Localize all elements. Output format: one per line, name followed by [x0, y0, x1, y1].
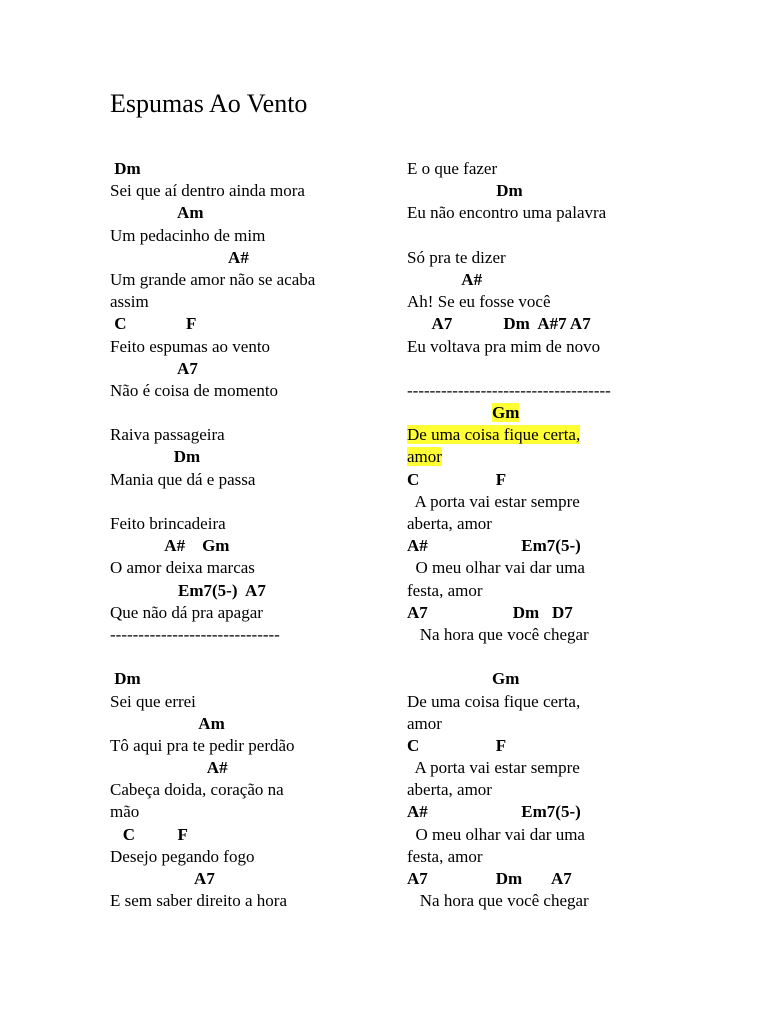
- lyric-line: De uma coisa fique certa,: [407, 691, 581, 711]
- chord-line: Dm: [110, 669, 141, 689]
- left-column: [110, 158, 400, 912]
- lyric-line: ------------------------------: [110, 624, 280, 644]
- chord-line: A7: [110, 869, 215, 888]
- chord-line: A7: [110, 358, 198, 378]
- highlighted-text: amor: [407, 447, 442, 467]
- chord-line: A#: [110, 758, 228, 778]
- lyric-line: amor: [407, 713, 442, 733]
- chord-line: Dm: [110, 447, 201, 467]
- highlighted-text: De uma coisa fique certa,: [407, 425, 581, 445]
- chord-line: C F: [407, 469, 507, 489]
- lyric-line: E sem saber direito a hora: [110, 891, 288, 911]
- highlighted-text: Gm: [492, 403, 520, 423]
- blank-line: [407, 225, 667, 247]
- blank-line: [407, 646, 667, 668]
- lyric-line: A porta vai estar sempre: [407, 758, 580, 778]
- chord-line: Dm: [407, 181, 523, 201]
- lyric-line: [407, 446, 667, 468]
- right-column: [407, 158, 667, 912]
- chord-line: A7 Dm A7: [407, 869, 572, 888]
- lyric-line: Só pra te dizer: [407, 247, 506, 267]
- blank-line: [110, 491, 400, 513]
- lyric-line: Que não dá pra apagar: [110, 602, 263, 622]
- blank-line: [407, 358, 667, 380]
- lyric-line: mão: [110, 802, 140, 822]
- song-title: Espumas Ao Vento: [110, 89, 308, 118]
- chord-line: Dm: [110, 159, 141, 178]
- chord-line: C F: [110, 314, 197, 334]
- chord-line: Em7(5-) A7: [110, 580, 266, 600]
- chord-line: Am: [110, 203, 204, 223]
- lyric-line: Desejo pegando fogo: [110, 846, 255, 866]
- lyric-line: O meu olhar vai dar uma: [407, 824, 585, 844]
- chord-line: C F: [407, 735, 507, 755]
- lyric-line: assim: [110, 292, 149, 312]
- lyric-line: festa, amor: [407, 846, 483, 866]
- lyric-line: A porta vai estar sempre: [407, 491, 580, 511]
- lyric-line: Feito brincadeira: [110, 514, 226, 533]
- chord-line: A# Em7(5-): [407, 536, 581, 556]
- lyric-line: O meu olhar vai dar uma: [407, 558, 585, 578]
- lyric-line: Na hora que você chegar: [407, 624, 589, 644]
- lyric-line: Ah! Se eu fosse você: [407, 292, 551, 312]
- lyric-line: Eu voltava pra mim de novo: [407, 336, 601, 356]
- blank-line: [110, 646, 400, 668]
- lyric-line: Feito espumas ao vento: [110, 336, 271, 356]
- lyric-line: Eu não encontro uma palavra: [407, 203, 607, 223]
- chord-line: A# Gm: [110, 536, 230, 556]
- chord-line: A#: [407, 269, 483, 289]
- lyric-line: Um grande amor não se acaba: [110, 269, 316, 289]
- lyric-line: Um pedacinho de mim: [110, 225, 266, 245]
- chord-line: A7 Dm A#7 A7: [407, 314, 591, 334]
- chord-line: [407, 402, 667, 424]
- chord-line: C F: [110, 824, 188, 844]
- lyric-line: ------------------------------------: [407, 380, 611, 400]
- chord-line: Gm: [407, 669, 520, 689]
- chord-line: Am: [110, 713, 225, 733]
- lyric-line: Não é coisa de momento: [110, 380, 279, 400]
- chord-line: A#: [110, 247, 249, 267]
- lyric-line: [407, 424, 667, 446]
- lyric-line: Sei que aí dentro ainda mora: [110, 181, 305, 201]
- lyric-line: Mania que dá e passa: [110, 469, 256, 489]
- lyric-line: O amor deixa marcas: [110, 558, 255, 578]
- lyric-line: Cabeça doida, coração na: [110, 780, 284, 800]
- lyric-line: Sei que errei: [110, 691, 196, 711]
- chord-line: A# Em7(5-): [407, 802, 581, 822]
- lyric-line: E o que fazer: [407, 159, 498, 178]
- lyric-line: aberta, amor: [407, 780, 492, 800]
- lyric-line: Na hora que você chegar: [407, 891, 589, 911]
- chord-line: A7 Dm D7: [407, 602, 573, 622]
- lyric-line: Raiva passageira: [110, 425, 225, 445]
- lyric-line: festa, amor: [407, 580, 483, 600]
- lyric-line: Tô aqui pra te pedir perdão: [110, 735, 295, 755]
- lyric-line: aberta, amor: [407, 514, 492, 533]
- blank-line: [110, 402, 400, 424]
